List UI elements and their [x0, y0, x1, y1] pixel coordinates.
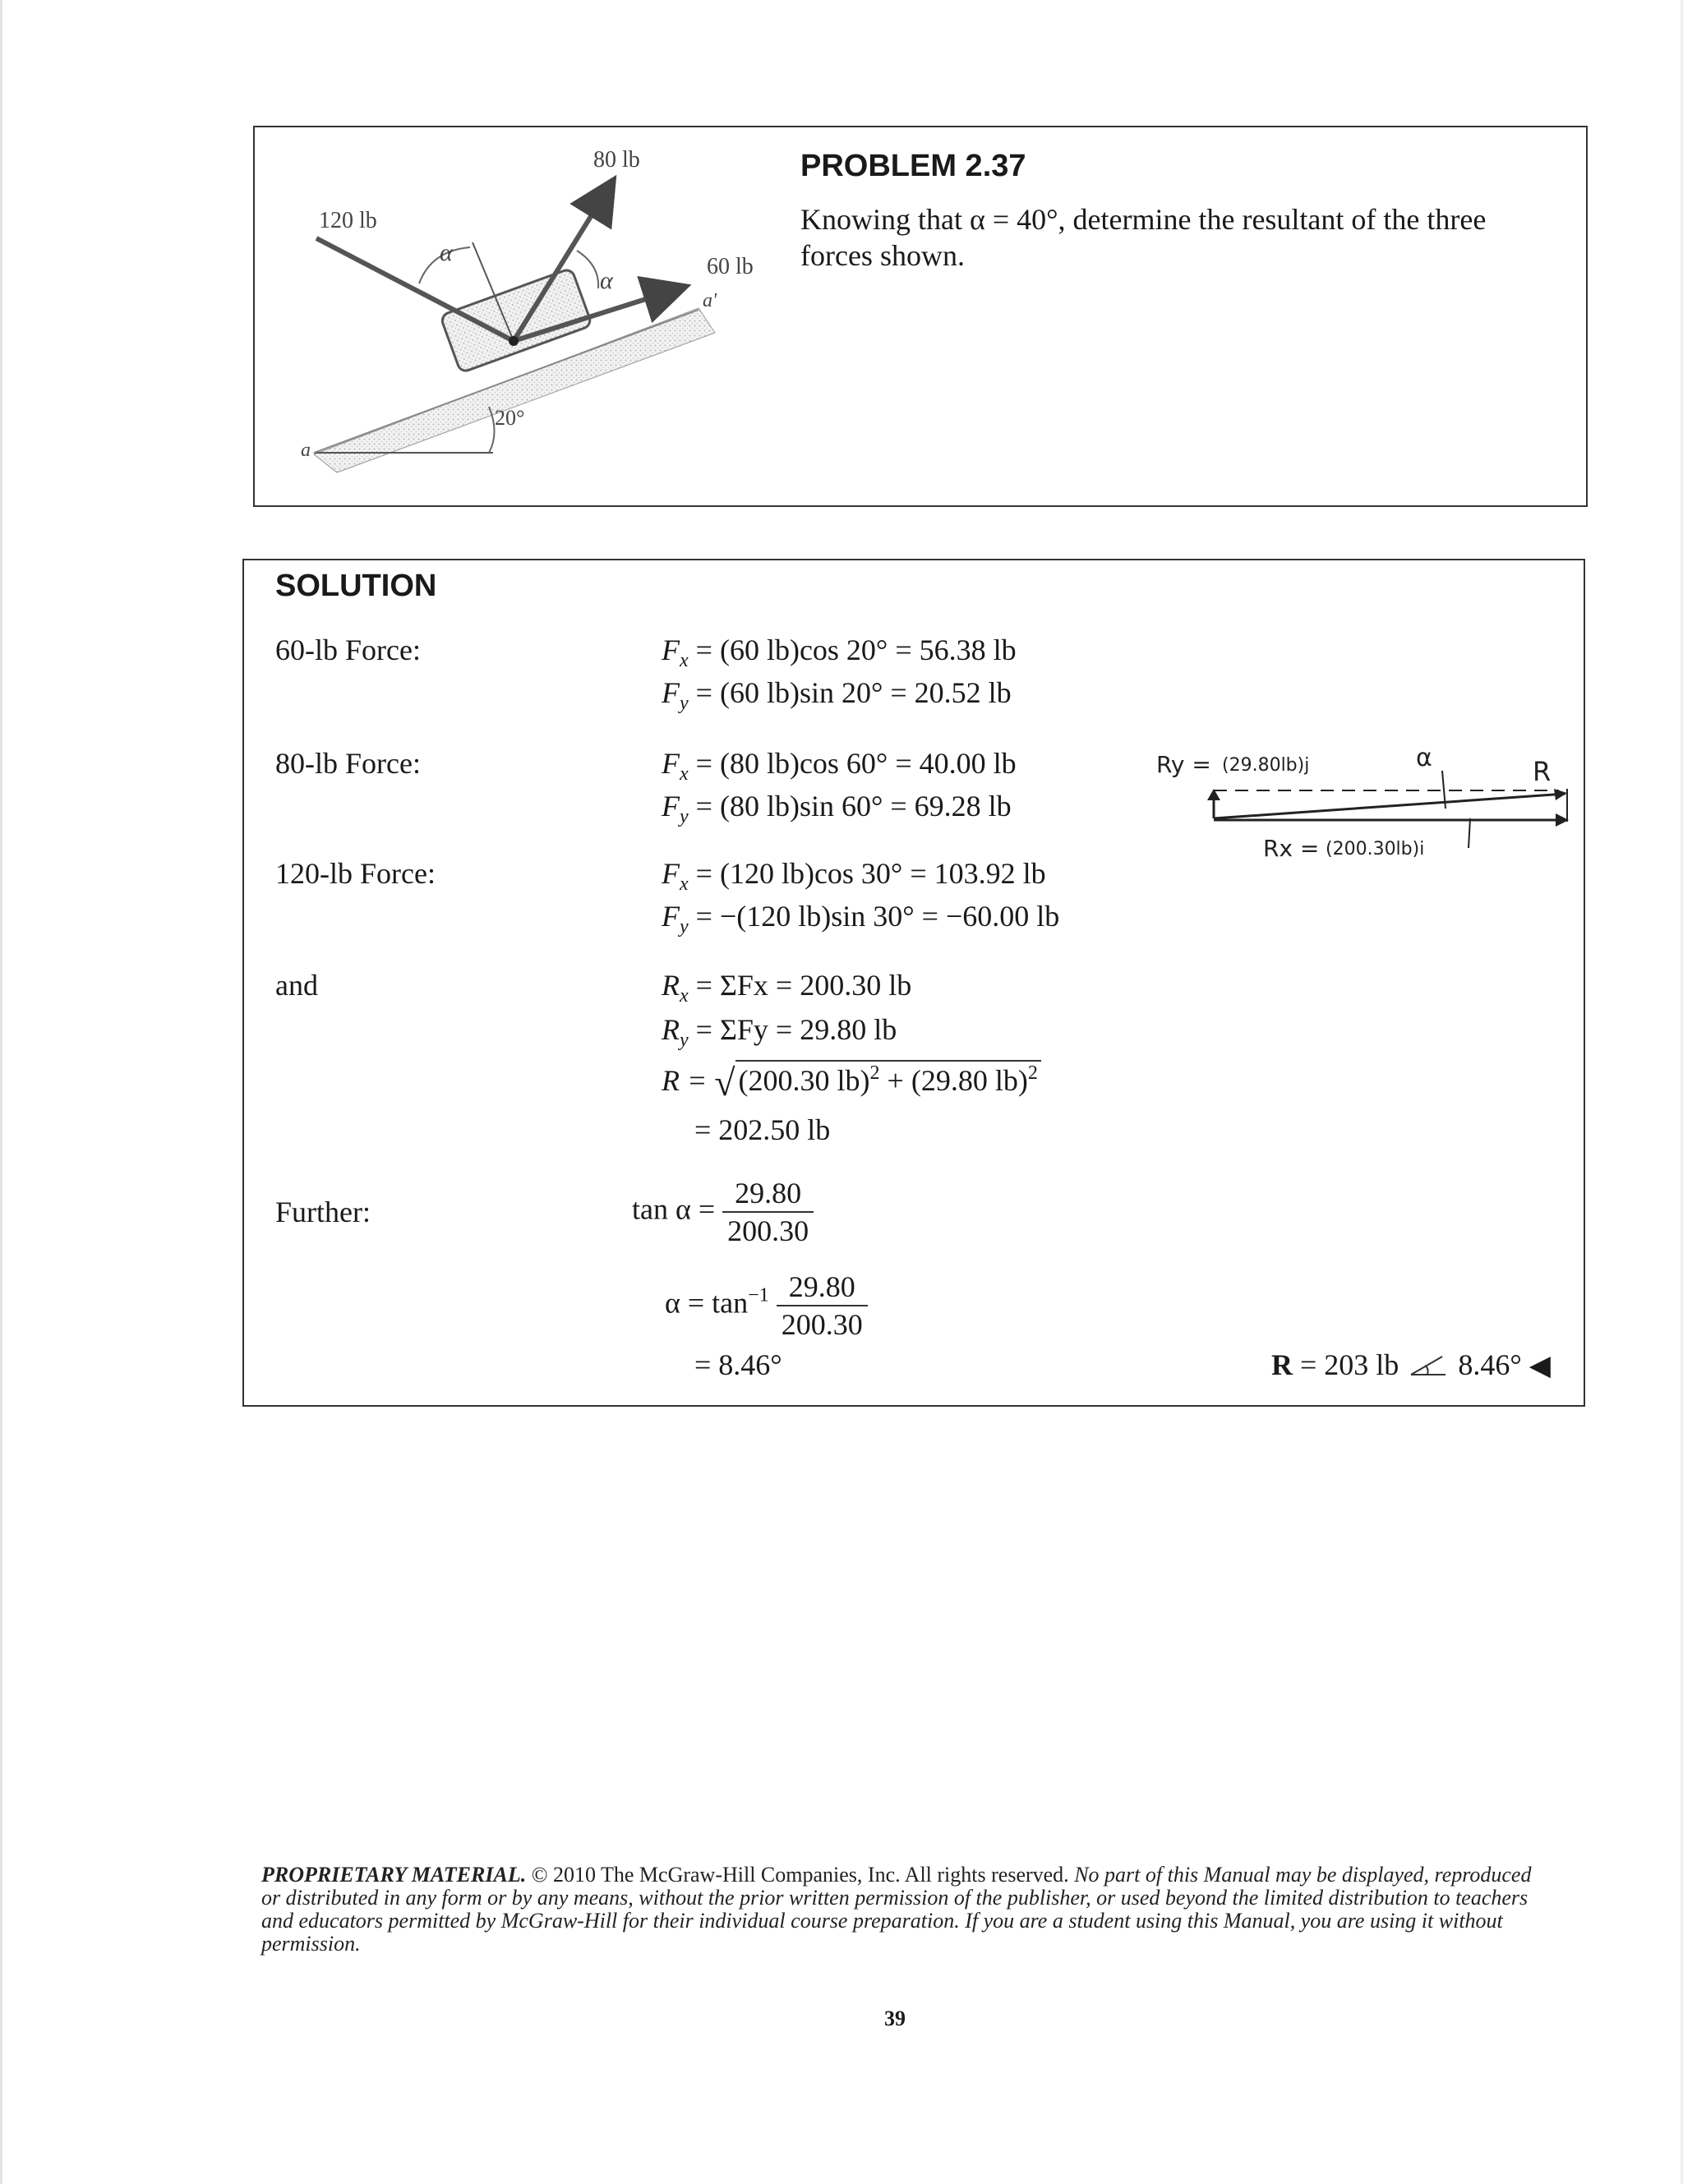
eq-rx-text: = ΣFx = 200.30 lb: [695, 969, 912, 1002]
fraction-tan: [722, 1175, 814, 1249]
sketch-alpha: α: [1416, 744, 1432, 772]
label-a: a: [301, 440, 311, 461]
label-80lb: 80 lb: [593, 147, 640, 173]
problem-title: PROBLEM 2.37: [800, 149, 1026, 183]
eq-60-fy-text: = (60 lb)sin 20° = 20.52 lb: [695, 676, 1012, 709]
resultant-sketch: [1132, 733, 1592, 897]
footer-copyright: © 2010 The McGraw-Hill Companies, Inc. All rights reserved.: [531, 1863, 1069, 1887]
problem-figure: [255, 127, 781, 502]
label-60lb-force: 60-lb Force:: [275, 634, 421, 666]
footer-lead: PROPRIETARY MATERIAL.: [261, 1863, 527, 1887]
label-120lb: 120 lb: [319, 208, 377, 233]
fraction-alpha-num: 29.80: [777, 1269, 868, 1306]
sketch-rx-symbol: Rx =: [1263, 835, 1320, 862]
sketch-ry-value: (29.80lb)j: [1222, 755, 1310, 776]
label-20deg: 20°: [495, 406, 525, 430]
sqrt-term-b: + (29.80 lb): [879, 1064, 1028, 1097]
sqrt-term-a: (200.30 lb): [738, 1064, 870, 1097]
eq-alpha-lead: α = tan: [665, 1286, 749, 1320]
sketch-rx-value: (200.30lb)i: [1326, 839, 1425, 859]
eq-tan-alpha: [632, 1175, 814, 1249]
page-number: 39: [884, 2007, 906, 2030]
eq-120-fy: $F_y = -(120$ lb)sin 30° = −60.00 lb: [662, 900, 1060, 938]
fraction-alpha: [777, 1269, 868, 1343]
eq-60-fx-text: = (60 lb)cos 20° = 56.38 lb: [695, 634, 1017, 666]
solution-box: [242, 559, 1585, 1407]
problem-text: Knowing that α = 40°, determine the resultant of the three forces shown.: [800, 203, 1487, 272]
label-further: Further:: [275, 1196, 371, 1228]
label-and: and: [275, 969, 318, 1002]
final-answer: [1271, 1348, 1551, 1382]
alpha-arc-right: [577, 251, 598, 288]
label-120lb-force: 120-lb Force:: [275, 857, 436, 890]
sketch-r: R: [1533, 756, 1552, 787]
sketch-rx-pointer: [1469, 818, 1470, 848]
eq-80-fx-text: = (80 lb)cos 60° = 40.00 lb: [695, 747, 1017, 780]
eq-r-magnitude: [662, 1060, 1041, 1104]
label-80lb-force: 80-lb Force:: [275, 747, 421, 780]
force-origin-point: [509, 336, 519, 346]
eq-80-fy-text: = (80 lb)sin 60° = 69.28 lb: [695, 790, 1012, 822]
eq-r-lead: R =: [662, 1064, 708, 1097]
eq-120-fy-text: = −(120 lb)sin 30° = −60.00 lb: [695, 900, 1060, 933]
eq-80-fy: $F_y = (80$ lb)sin 60° = 69.28 lb: [662, 790, 1012, 827]
footer-notice: No part of this Manual may be displayed, reproduced or distributed in any form or by any means, without the prior written permission of the publisher, or used beyond the limited distribution to teachers and educators permitted by McGraw-Hill for their individual course preparation. If you are a student using this Manual, you are using it without permission.: [261, 1863, 1532, 1956]
label-60lb: 60 lb: [707, 254, 754, 279]
force-120-arrow: [316, 238, 514, 341]
eq-80-fx: $F_x = (80$ lb)cos 60° = 40.00 lb: [662, 747, 1017, 785]
eq-60-fy: $F_y = (60$ lb)sin 20° = 20.52 lb: [662, 676, 1012, 714]
sqrt-sign: √: [714, 1062, 735, 1104]
copyright-footer: [261, 1864, 1543, 1956]
fraction-tan-num: 29.80: [722, 1175, 814, 1213]
angle-icon: [1409, 1353, 1447, 1378]
fraction-tan-den: 200.30: [727, 1214, 809, 1247]
eq-ry-text: = ΣFy = 29.80 lb: [695, 1013, 897, 1046]
eq-tan-lead: tan α =: [632, 1192, 716, 1226]
eq-alpha: $\alpha = \tan^{-1}$ $\frac{29.80}{200.30}$: [665, 1269, 868, 1343]
sketch-ry-symbol: Ry =: [1156, 751, 1211, 778]
answer-magnitude: = 203 lb: [1300, 1348, 1399, 1381]
label-alpha-left: α: [440, 239, 453, 266]
solution-title: SOLUTION: [275, 569, 437, 603]
sketch-r-arrow: [1214, 794, 1565, 818]
fraction-alpha-den: 200.30: [781, 1308, 863, 1341]
label-a-prime: a': [703, 290, 717, 311]
eq-60-fx: $F_x = (60$ lb)cos 20° = 56.38 lb: [662, 634, 1017, 671]
eq-120-fx-text: = (120 lb)cos 30° = 103.92 lb: [695, 857, 1046, 890]
problem-box: [253, 126, 1588, 507]
eq-rx: $R_x = \Sigma Fx = 200.30$ lb: [662, 969, 912, 1007]
label-alpha-right: α: [600, 267, 613, 294]
answer-marker-icon: ◀: [1529, 1351, 1551, 1381]
eq-alpha-value: = 8.46°: [694, 1348, 782, 1381]
answer-symbol: R: [1271, 1348, 1293, 1381]
eq-120-fx: $F_x = (120$ lb)cos 30° = 103.92 lb: [662, 857, 1046, 895]
eq-ry: $R_y = \Sigma Fy = 29.80$ lb: [662, 1013, 897, 1051]
scan-edge-left: [0, 0, 2, 2184]
answer-angle: 8.46°: [1458, 1348, 1522, 1381]
eq-r-value: = 202.50 lb: [694, 1113, 831, 1146]
sqrt-body: (200.30 lb)$^2$ + (29.80 lb)$^2$: [735, 1060, 1041, 1098]
